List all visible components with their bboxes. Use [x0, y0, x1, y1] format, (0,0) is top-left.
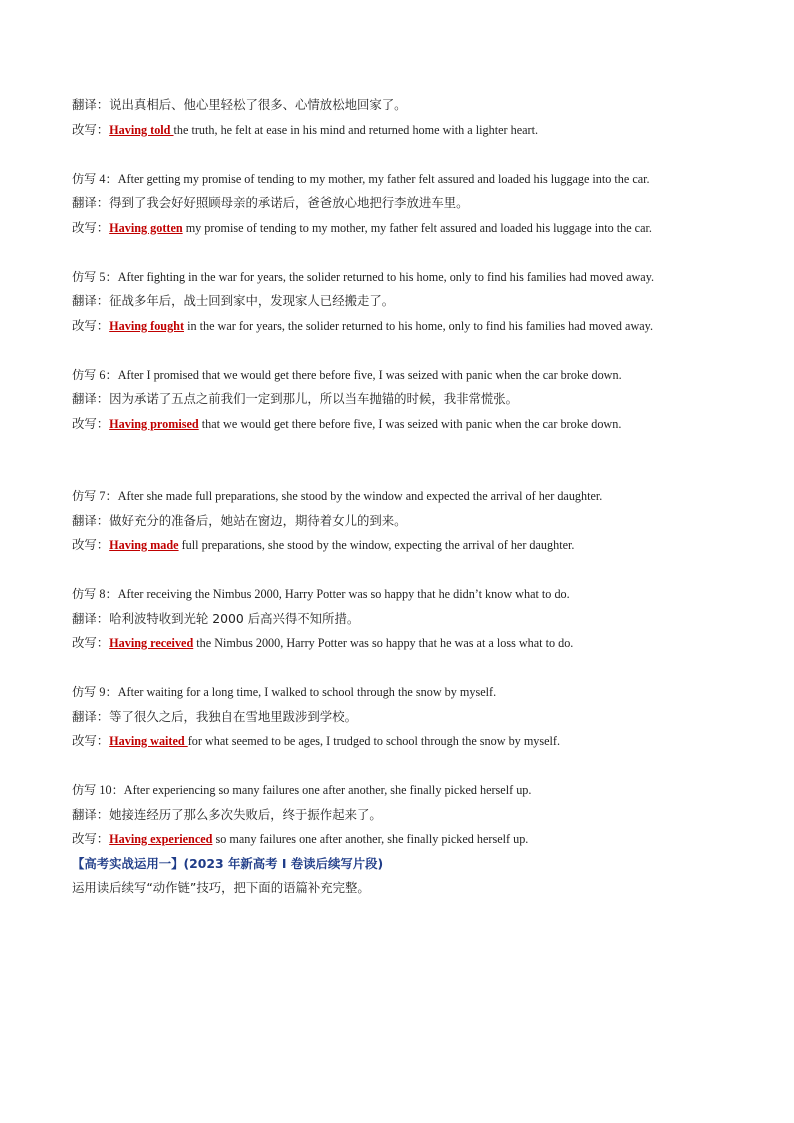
rewrite-label: 改写：	[72, 635, 110, 650]
rewrite-rest: the Nimbus 2000, Harry Potter was so happy that he was at a loss what to do.	[193, 636, 574, 650]
document-page	[72, 93, 722, 900]
translation-line-10: 翻译：她接连经历了那么多次失败后，终于振作起来了。	[72, 806, 382, 822]
rewrite-label: 改写：	[72, 317, 110, 333]
imitation-line-6: 仿写 6：After I promised that we would get there before five, I was seized with panic when the car broke down.	[72, 367, 622, 382]
rewrite-rest: the truth, he felt at ease in his mind and returned home with a lighter heart.	[173, 122, 539, 137]
imitation-line-8: 仿写 8：After receiving the Nimbus 2000, Harry Potter was so happy that he didn’t know what to do.	[72, 587, 570, 601]
rewrite-highlight: Having promised	[109, 416, 199, 431]
rewrite-rest: for what seemed to be ages, I trudged to school through the snow by myself.	[187, 734, 561, 748]
rewrite-highlight: Having fought	[109, 318, 185, 333]
rewrite-highlight: Having told	[109, 122, 174, 137]
imitation-line-9: 仿写 9：After waiting for a long time, I walked to school through the snow by myself.	[72, 685, 497, 699]
translation-line-9: 翻译：等了很久之后，我独自在雪地里跋涉到学校。	[72, 708, 357, 724]
translation-line-7: 翻译：做好充分的准备后，她站在窗边，期待着女儿的到来。	[72, 512, 407, 528]
translation-line-5: 翻译：征战多年后，战士回到家中，发现家人已经搬走了。	[72, 293, 395, 308]
rewrite-highlight: Having experienced	[109, 832, 213, 846]
rewrite-line-9	[72, 729, 722, 754]
translation-line-8: 翻译：哈利波特收到光轮 2000 后高兴得不知所措。	[72, 610, 360, 626]
rewrite-label: 改写：	[72, 831, 110, 846]
rewrite-rest: that we would get there before five, I was seized with panic when the car broke down.	[198, 416, 622, 431]
rewrite-label: 改写：	[72, 219, 110, 235]
rewrite-line-10	[72, 827, 722, 852]
rewrite-line-5	[72, 314, 722, 339]
rewrite-line-4	[72, 216, 722, 241]
section-heading: 【高考实战运用一】(2023 年新高考 I 卷读后续写片段)	[72, 855, 384, 871]
rewrite-label: 改写：	[72, 121, 110, 137]
section-instruction: 运用读后续写“动作链”技巧，把下面的语篇补充完整。	[72, 879, 370, 895]
imitation-line-7: 仿写 7：After she made full preparations, she stood by the window and expected the arrival of her daughter.	[72, 489, 603, 503]
rewrite-line-8	[72, 631, 722, 656]
rewrite-rest: so many failures one after another, she finally picked herself up.	[212, 832, 529, 846]
rewrite-label: 改写：	[72, 415, 110, 431]
rewrite-rest: full preparations, she stood by the window, expecting the arrival of her daughter.	[178, 538, 575, 552]
rewrite-rest: in the war for years, the solider returned to his home, only to find his families had moved away.	[184, 318, 654, 333]
rewrite-line-6	[72, 412, 722, 437]
rewrite-label: 改写：	[72, 537, 110, 552]
translation-line: 翻译：说出真相后、他心里轻松了很多、心情放松地回家了。	[72, 97, 407, 112]
translation-line-4: 翻译：得到了我会好好照顾母亲的承诺后，爸爸放心地把行李放进车里。	[72, 195, 469, 210]
rewrite-line	[72, 118, 722, 143]
rewrite-highlight: Having gotten	[109, 220, 183, 235]
rewrite-rest: my promise of tending to my mother, my father felt assured and loaded his luggage into the car.	[182, 220, 652, 235]
rewrite-label: 改写：	[72, 733, 110, 748]
rewrite-highlight: Having made	[109, 538, 179, 552]
imitation-line-10: 仿写 10：After experiencing so many failures one after another, she finally picked herself up.	[72, 783, 532, 797]
rewrite-highlight: Having received	[109, 636, 194, 650]
rewrite-highlight: Having waited	[109, 734, 188, 748]
imitation-line-5: 仿写 5：After fighting in the war for years, the solider returned to his home, only to find his families had moved away.	[72, 269, 655, 284]
imitation-line-4: 仿写 4：After getting my promise of tending to my mother, my father felt assured and loaded his luggage into the car.	[72, 171, 650, 186]
rewrite-line-7	[72, 533, 722, 558]
translation-line-6: 翻译：因为承诺了五点之前我们一定到那儿，所以当车抛锚的时候，我非常慌张。	[72, 391, 519, 406]
